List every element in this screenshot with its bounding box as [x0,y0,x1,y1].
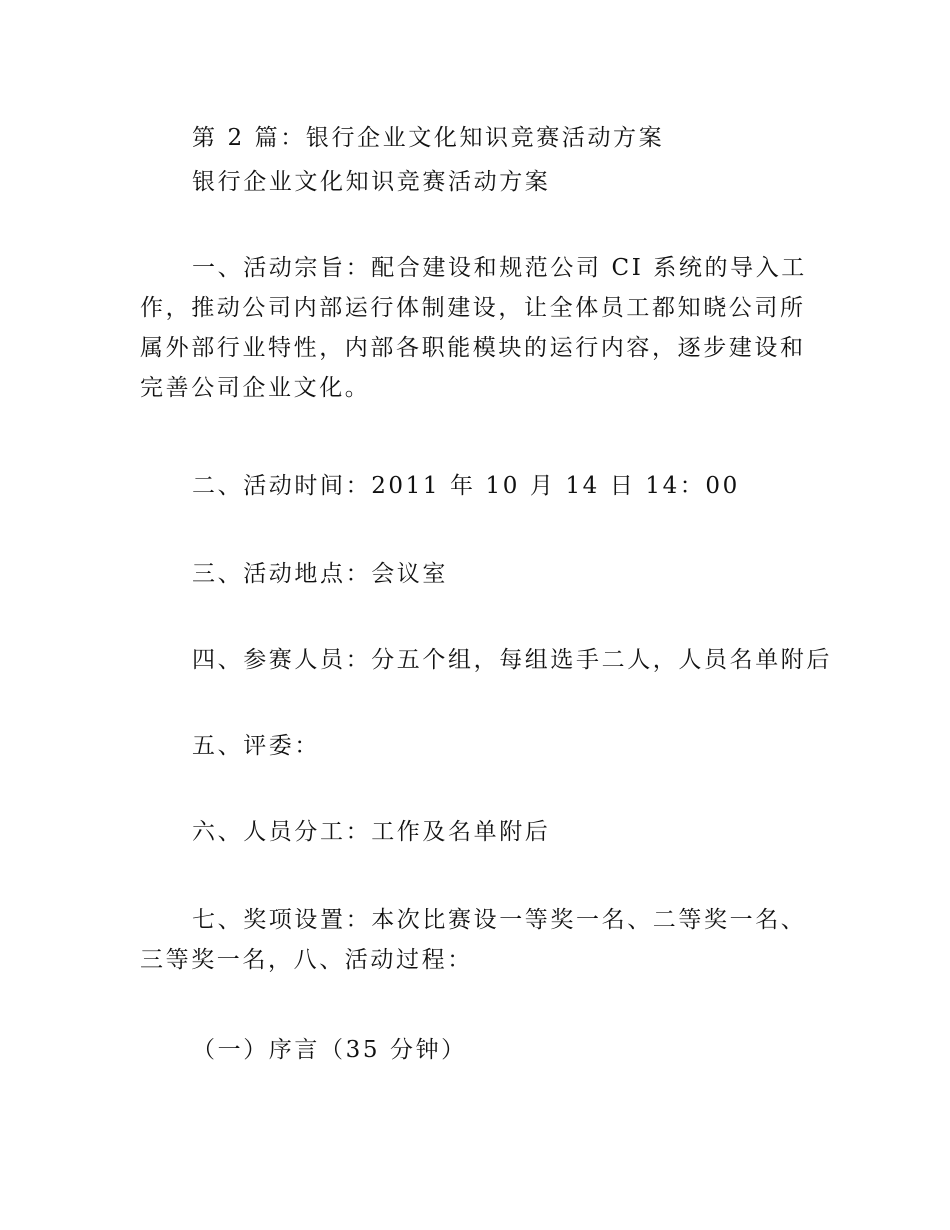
section-location: 三、活动地点：会议室 [192,561,448,587]
heading-line-2: 银行企业文化知识竞赛活动方案 [192,169,551,195]
section-staffing: 六、人员分工：工作及名单附后 [192,819,551,845]
section-time: 二、活动时间：2011 年 10 月 14 日 14：00 [192,473,740,499]
section-preface: （一）序言（35 分钟） [192,1037,467,1063]
section-participants: 四、参赛人员：分五个组，每组选手二人，人员名单附后 [192,647,832,673]
section-awards: 七、奖项设置：本次比赛设一等奖一名、二等奖一名、三等奖一名，八、活动过程： [140,907,807,973]
heading-line-1: 第 2 篇：银行企业文化知识竞赛活动方案 [192,125,665,151]
section-purpose: 一、活动宗旨：配合建设和规范公司 CI 系统的导入工作，推动公司内部运行体制建设，让全体员工都知晓公司所属外部行业特性，内部各职能模块的运行内容，逐步建设和完善公司企业文化。 [140,255,807,401]
section-judges: 五、评委： [192,733,320,759]
